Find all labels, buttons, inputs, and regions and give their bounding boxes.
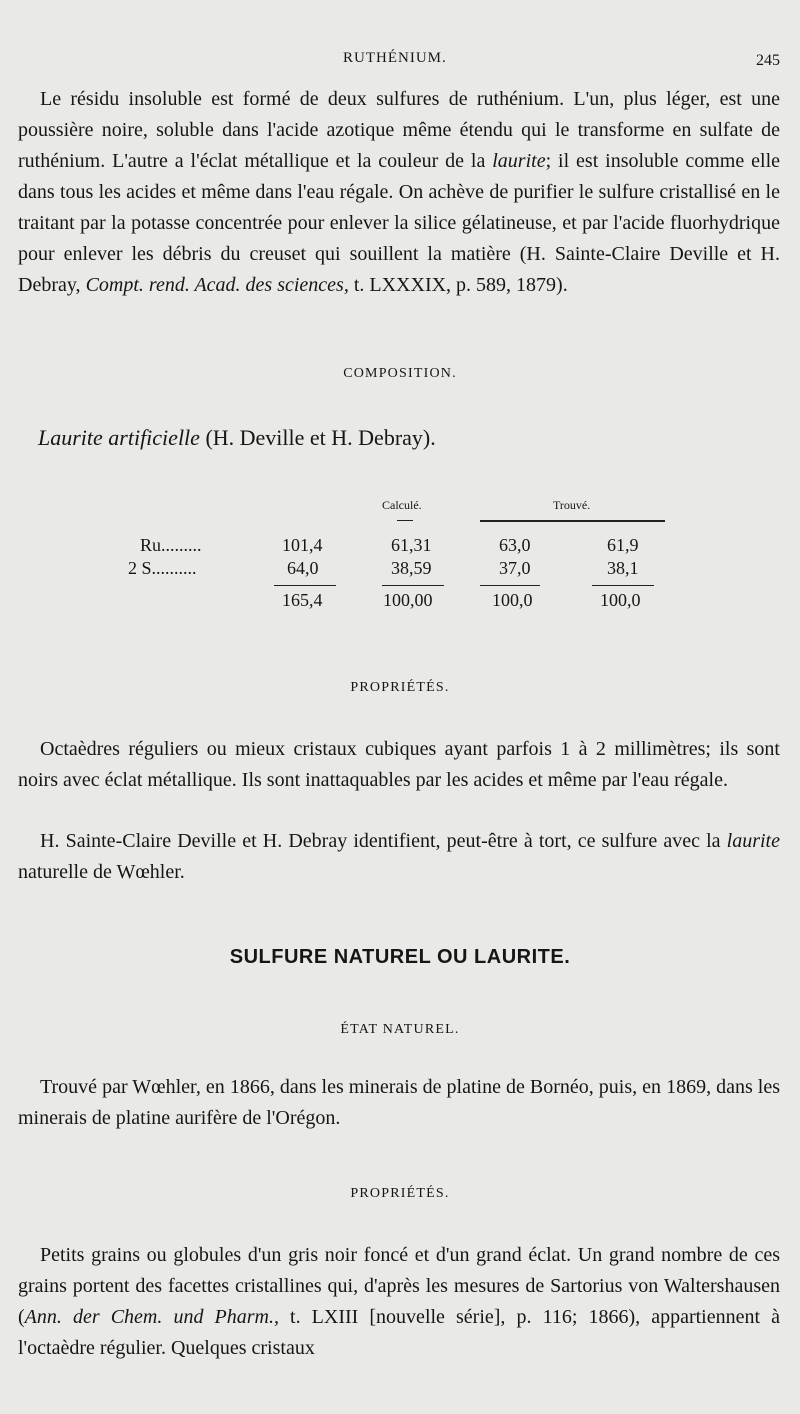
rule-found-header [480, 520, 665, 522]
properties2-text-a: Petits grains ou globules d'un gris noir foncé et d'un grand éclat. Un grand nombre de ces grains portent des facettes cristallines qui, d'après les mesures de Sartorius von Waltershausen ( [18, 1244, 780, 1328]
intro-text-a: Le résidu insoluble est formé de deux sulfures de ruthénium. L'un, plus léger, est une poussière noire, soluble dans l'acide azotique même étendu qui le transforme en sulfate de ruthénium. L'autre a l'éclat métallique et la couleur de la [18, 88, 780, 172]
composition-table [0, 490, 800, 620]
subtitle-rest: (H. Deville et H. Debray). [199, 425, 436, 450]
natural-state-text: Trouvé par Wœhler, en 1866, dans les minerais de platine de Bornéo, puis, en 1869, dans les minerais de platine aurifère de l'Orégon. [18, 1076, 780, 1129]
row-s-found2: 38,1 [607, 558, 639, 578]
properties2-paragraph [18, 1240, 780, 1364]
running-head [0, 50, 800, 74]
subtitle-italic: Laurite artificielle [38, 425, 200, 450]
intro-italic-laurite: laurite [492, 150, 546, 172]
header-found: Trouvé. [553, 498, 591, 512]
intro-italic-citation: Compt. rend. Acad. des sciences, [85, 274, 349, 296]
row-s-found1: 37,0 [499, 558, 531, 578]
properties-text-1: Octaèdres réguliers ou mieux cristaux cubiques ayant parfois 1 à 2 millimètres; ils sont noirs avec éclat métallique. Ils sont inattaquables par les acides et même par l'eau régale. [18, 738, 780, 791]
row-ru-calc: 61,31 [391, 535, 432, 555]
total-weight: 165,4 [282, 590, 323, 610]
intro-text-b: ; il est insoluble comme elle dans tous les acides et même dans l'eau régale. On achève de purifier le sulfure cristallisé en le traitant par la potasse concentrée pour enlever la silice gélatineuse, et par l'acide fluorhydrique pour enlever les débris du creuset qui souillent la matière (H. Sainte-Claire Deville et H. Debray, [18, 150, 780, 296]
page-number: 245 [756, 52, 780, 69]
total-calc: 100,00 [383, 590, 433, 610]
row-ru-weight: 101,4 [282, 535, 323, 555]
section-title: SULFURE NATUREL OU LAURITE. [229, 946, 571, 968]
row-ru-label: Ru......... [140, 535, 202, 555]
natural-state-heading: ÉTAT NATUREL. [340, 1022, 460, 1037]
total-found2: 100,0 [600, 590, 641, 610]
properties2-italic-citation: Ann. der Chem. und Pharm., [24, 1306, 279, 1328]
header-calculated: Calculé. [382, 498, 422, 512]
rule-total-found1 [480, 585, 540, 586]
rule-total-found2 [592, 585, 654, 586]
total-found1: 100,0 [492, 590, 533, 610]
row-ru-found2: 61,9 [607, 535, 639, 555]
composition-heading: COMPOSITION. [343, 366, 457, 381]
properties-text-2b: naturelle de Wœhler. [18, 861, 185, 883]
row-s-calc: 38,59 [391, 558, 432, 578]
properties2-text-b: t. LXIII [nouvelle série], p. 116; 1866), appartiennent à l'octaèdre régulier. Quelques cristaux [18, 1306, 780, 1359]
rule-total-calc [382, 585, 444, 586]
running-title: RUTHÉNIUM. [343, 50, 447, 66]
row-s-weight: 64,0 [287, 558, 319, 578]
rule-calc-header [397, 520, 413, 521]
rule-total-weight [274, 585, 336, 586]
composition-subtitle [38, 425, 436, 451]
properties-italic-laurite: laurite [726, 830, 780, 852]
intro-paragraph [18, 84, 780, 301]
natural-state-paragraph [18, 1072, 780, 1134]
properties-heading: PROPRIÉTÉS. [350, 680, 450, 695]
properties-paragraph-1 [18, 734, 780, 796]
properties2-heading: PROPRIÉTÉS. [350, 1186, 450, 1201]
properties-paragraph-2 [18, 826, 780, 888]
properties-text-2a: H. Sainte-Claire Deville et H. Debray identifient, peut-être à tort, ce sulfure avec la [40, 830, 727, 852]
row-s-label: 2 S.......... [128, 558, 197, 578]
intro-text-c: t. LXXXIX, p. 589, 1879). [348, 274, 568, 296]
row-ru-found1: 63,0 [499, 535, 531, 555]
